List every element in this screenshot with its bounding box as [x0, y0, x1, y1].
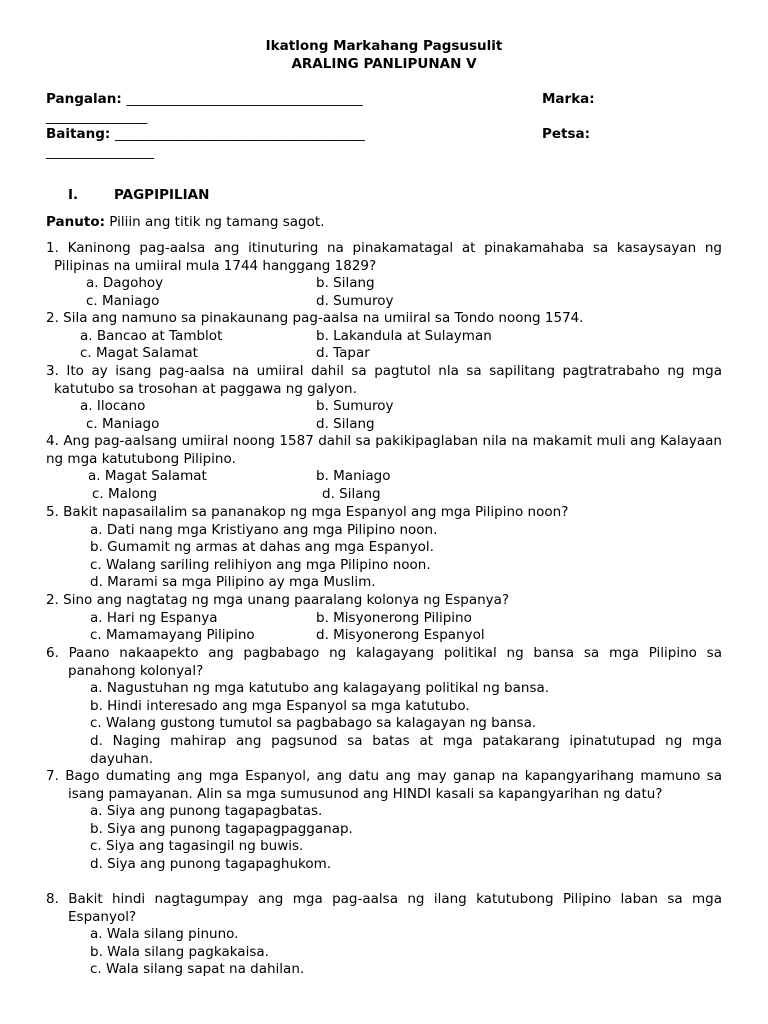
question-item: [46, 433, 722, 503]
score-blank-line: _______________: [46, 109, 148, 125]
question-item: [46, 240, 722, 310]
option-d: d. Sumuroy: [316, 292, 394, 309]
question-stem: 4. Ang pag-aalsang umiiral noong 1587 dahil sa pakikipaglaban nila na makamit muli ang Kalayaan ng mga katutubong Pilipino.: [46, 433, 722, 467]
directions: [46, 214, 324, 230]
directions-label: Panuto:: [46, 214, 105, 230]
options-row: [46, 610, 722, 628]
exam-subject: ARALING PANLIPUNAN V: [291, 56, 477, 72]
option-b: b. Sumuroy: [316, 398, 394, 415]
name-line: [46, 91, 363, 107]
option-c: c. Walang gustong tumutol sa pagbabago sa kalagayan ng bansa.: [90, 715, 537, 732]
option-b: b. Siya ang punong tagapagpagganap.: [90, 820, 353, 837]
options-row: [46, 627, 722, 645]
option-b: b. Silang: [316, 275, 375, 292]
option-d: d. Naging mahirap ang pagsunod sa batas at mga patakarang ipinatutupad ng mga dayuhan.: [90, 732, 722, 767]
question-item: [46, 768, 722, 874]
options-row: [46, 468, 722, 486]
options-row: [46, 398, 722, 416]
option-b: b. Wala silang pagkakaisa.: [90, 943, 269, 960]
option-a: a. Hari ng Espanya: [90, 609, 218, 626]
option-b: b. Gumamit ng armas at dahas ang mga Espanyol.: [90, 539, 434, 556]
score-label: Marka:: [542, 91, 595, 107]
option-a: a. Dagohoy: [86, 275, 164, 292]
date-blank-line: ________________: [46, 144, 154, 160]
question-stem: 8. Bakit hindi nagtagumpay ang mga pag-aalsa ng ilang katutubong Pilipino laban sa mga Espanyol?: [46, 891, 722, 925]
options-row: [46, 275, 722, 293]
option-c: c. Siya ang tagasingil ng buwis.: [90, 838, 304, 855]
section-number: I.: [68, 187, 79, 203]
option-d: d. Misyonerong Espanyol: [316, 627, 485, 644]
question-item: [46, 645, 722, 768]
option-c: c. Magat Salamat: [80, 345, 198, 362]
question-stem: 2. Sila ang namuno sa pinakaunang pag-aalsa na umiiral sa Tondo noong 1574.: [46, 310, 584, 326]
date-label: Petsa:: [542, 126, 591, 142]
option-d: d. Silang: [316, 415, 375, 432]
option-b: b. Misyonerong Pilipino: [316, 609, 472, 626]
options-row: [46, 416, 722, 434]
question-stem: 5. Bakit napasailalim sa pananakop ng mga Espanyol ang mga Pilipino noon?: [46, 504, 569, 520]
score-blank: [46, 109, 147, 125]
grade-label: Baitang:: [46, 126, 111, 142]
option-a: a. Bancao at Tamblot: [80, 327, 223, 344]
question-item: [46, 310, 722, 363]
name-blank: ___________________________________: [126, 91, 363, 107]
option-c: c. Maniago: [86, 292, 160, 309]
option-b: b. Hindi interesado ang mga Espanyol sa mga katutubo.: [90, 697, 470, 714]
option-a: a. Wala silang pinuno.: [90, 926, 239, 943]
date-blank: [46, 144, 154, 160]
grade-line: [46, 126, 365, 142]
section-title: PAGPIPILIAN: [114, 187, 210, 203]
option-c: c. Malong: [92, 485, 158, 502]
option-a: a. Siya ang punong tagapagbatas.: [90, 803, 323, 820]
name-label: Pangalan:: [46, 91, 122, 107]
question-item: [46, 592, 722, 645]
option-b: b. Lakandula at Sulayman: [316, 327, 492, 344]
grade-blank: _____________________________________: [114, 126, 365, 142]
option-c: c. Walang sariling relihiyon ang mga Pilipino noon.: [90, 556, 431, 573]
option-c: c. Maniago: [86, 415, 160, 432]
question-stem: 6. Paano nakaapekto ang pagbabago ng kalagayang politikal ng bansa sa mga Pilipino sa panahong kolonyal?: [46, 645, 722, 679]
options-row: [46, 328, 722, 346]
question-item: [46, 891, 722, 979]
question-stem: 7. Bago dumating ang mga Espanyol, ang datu ang may ganap na kapangyarihang mamuno sa isang pamayanan. Alin sa mga sumusunod ang HINDI kasali sa kapangyarihan ng datu?: [46, 768, 722, 802]
question-stem: 1. Kaninong pag-aalsa ang itinuturing na pinakamatagal at pinakamahaba sa kasaysayan ng Pilipinas na umiiral mula 1744 hanggang 1829?: [46, 240, 722, 274]
section-heading: [68, 187, 210, 203]
option-d: d. Tapar: [316, 345, 370, 362]
options-row: [46, 293, 722, 311]
option-d: d. Marami sa mga Pilipino ay mga Muslim.: [90, 574, 376, 591]
option-d: d. Siya ang punong tagapaghukom.: [90, 855, 332, 872]
option-a: a. Magat Salamat: [88, 468, 207, 485]
option-b: b. Maniago: [316, 468, 391, 485]
question-stem: 3. Ito ay isang pag-aalsa na umiiral dahil sa pagtutol nla sa sapilitang pagtratrabaho ng mga katutubo sa trosohan at paggawa ng galyon.: [46, 363, 722, 397]
option-a: a. Nagustuhan ng mga katutubo ang kalagayang politikal ng bansa.: [90, 680, 550, 697]
option-c: c. Wala silang sapat na dahilan.: [90, 961, 305, 978]
options-row: [46, 486, 722, 504]
option-a: a. Ilocano: [80, 398, 146, 415]
question-item: [46, 504, 722, 592]
option-a: a. Dati nang mga Kristiyano ang mga Pilipino noon.: [90, 521, 438, 538]
directions-text: Piliin ang titik ng tamang sagot.: [105, 214, 325, 230]
question-stem: 2. Sino ang nagtatag ng mga unang paaralang kolonya ng Espanya?: [46, 592, 510, 608]
option-d: d. Silang: [322, 485, 381, 502]
question-item: [46, 363, 722, 433]
option-c: c. Mamamayang Pilipino: [90, 627, 255, 644]
options-row: [46, 345, 722, 363]
exam-title: Ikatlong Markahang Pagsusulit: [265, 38, 503, 54]
